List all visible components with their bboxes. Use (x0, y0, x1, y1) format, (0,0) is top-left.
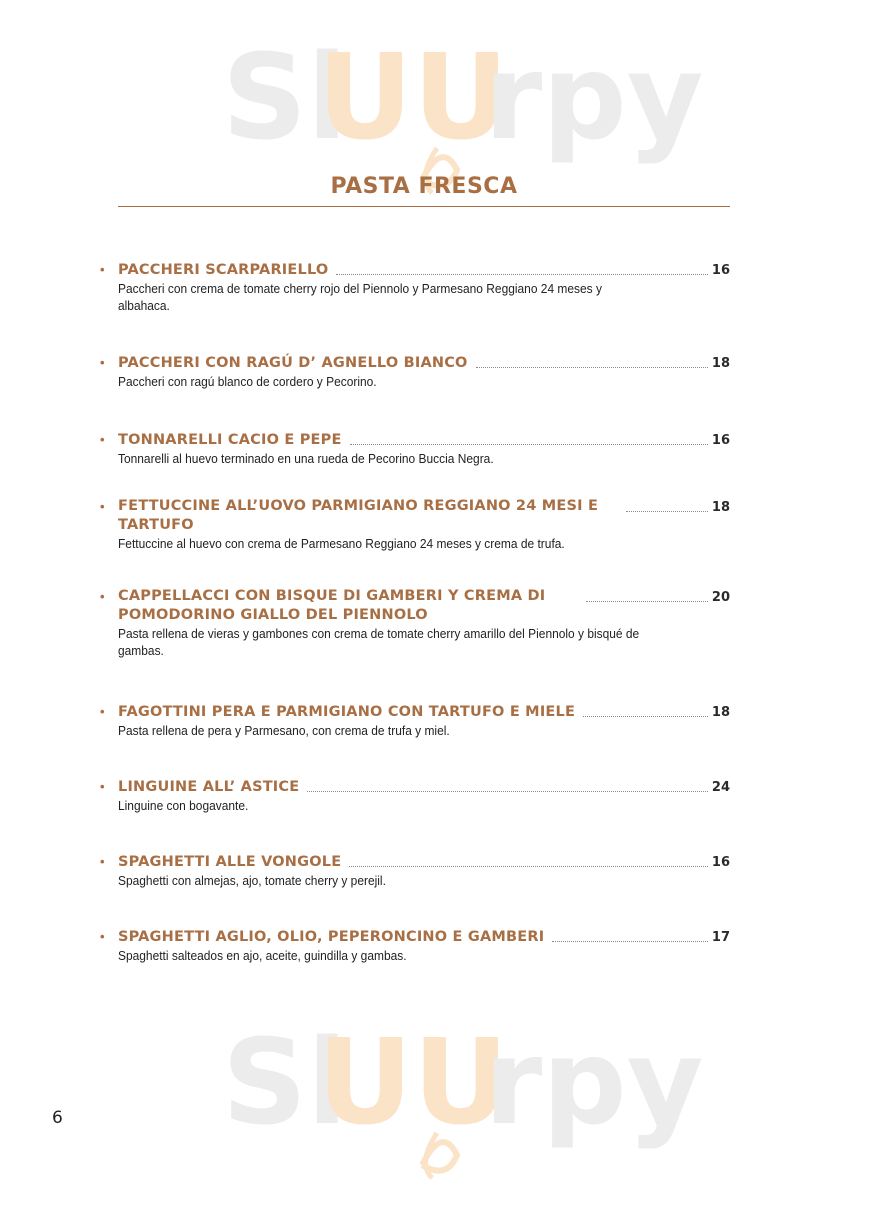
menu-item (100, 702, 730, 739)
watermark-logo-bottom (222, 1013, 704, 1185)
item-price: 18 (711, 500, 730, 515)
bullet-icon: • (100, 499, 105, 514)
dot-leader (476, 353, 708, 368)
bullet-icon: • (100, 262, 105, 277)
item-name: SPAGHETTI AGLIO, OLIO, PEPERONCINO E GAMBERI (118, 929, 545, 945)
item-price: 16 (711, 855, 730, 870)
item-description: Fettuccine al huevo con crema de Parmesano Reggiano 24 meses y crema de trufa. (118, 536, 565, 551)
svg-text:Sl: Sl (222, 1013, 348, 1151)
menu-item (100, 777, 730, 814)
menu-item (100, 353, 730, 390)
item-price: 16 (711, 433, 730, 448)
item-description: Spaghetti con almejas, ajo, tomate cherry y perejil. (118, 873, 386, 888)
section-title: PASTA FRESCA (330, 174, 518, 199)
item-price: 24 (711, 780, 730, 795)
item-price: 20 (711, 590, 730, 605)
dot-leader (349, 852, 708, 867)
dot-leader (307, 777, 708, 792)
item-price: 17 (711, 930, 730, 945)
item-description: Linguine con bogavante. (118, 798, 249, 813)
menu-item (100, 430, 730, 467)
menu-item (100, 927, 730, 964)
svg-text:UU: UU (317, 28, 509, 166)
bullet-icon: • (100, 704, 105, 719)
menu-item (100, 587, 730, 659)
item-name: SPAGHETTI ALLE VONGOLE (118, 854, 342, 870)
bullet-icon: • (100, 589, 105, 604)
bullet-icon: • (100, 929, 105, 944)
item-name: PACCHERI CON RAGÚ D’ AGNELLO BIANCO (118, 355, 468, 371)
bullet-icon: • (100, 355, 105, 370)
item-name: FETTUCCINE ALL’UOVO PARMIGIANO REGGIANO 24 MESI E TARTUFO (118, 498, 599, 533)
dot-leader (336, 260, 708, 275)
item-name: LINGUINE ALL’ ASTICE (118, 779, 300, 795)
dot-leader (350, 430, 708, 445)
item-description: Spaghetti salteados en ajo, aceite, guindilla y gambas. (118, 948, 407, 963)
menu-item (100, 260, 730, 314)
bullet-icon: • (100, 432, 105, 447)
item-description: Paccheri con ragú blanco de cordero y Pecorino. (118, 374, 377, 389)
menu-item (100, 852, 730, 889)
page-number: 6 (52, 1108, 63, 1128)
item-price: 18 (711, 356, 730, 371)
bullet-icon: • (100, 779, 105, 794)
item-name: TONNARELLI CACIO E PEPE (118, 432, 342, 448)
dot-leader (583, 702, 708, 717)
item-description: Paccheri con crema de tomate cherry rojo del Piennolo y Parmesano Reggiano 24 meses y albahaca. (118, 281, 602, 313)
dot-leader (586, 587, 708, 602)
svg-text:Sl: Sl (222, 28, 348, 166)
item-description: Tonnarelli al huevo terminado en una rueda de Pecorino Buccia Negra. (118, 451, 494, 466)
item-description: Pasta rellena de pera y Parmesano, con crema de trufa y miel. (118, 723, 450, 738)
svg-text:UU: UU (317, 1013, 509, 1151)
item-price: 18 (711, 705, 730, 720)
menu-item (100, 497, 730, 552)
item-price: 16 (711, 263, 730, 278)
title-underline (118, 206, 730, 207)
dot-leader (626, 497, 708, 512)
dot-leader (552, 927, 708, 942)
svg-text:rpy: rpy (484, 1013, 704, 1151)
bullet-icon: • (100, 854, 105, 869)
svg-text:rpy: rpy (484, 28, 704, 166)
item-name: PACCHERI SCARPARIELLO (118, 262, 329, 278)
item-description: Pasta rellena de vieras y gambones con crema de tomate cherry amarillo del Piennolo y bisqué de gambas. (118, 626, 640, 658)
item-name: CAPPELLACCI CON BISQUE DI GAMBERI Y CREMA DI POMODORINO GIALLO DEL PIENNOLO (118, 588, 546, 623)
item-name: FAGOTTINI PERA E PARMIGIANO CON TARTUFO E MIELE (118, 704, 576, 720)
